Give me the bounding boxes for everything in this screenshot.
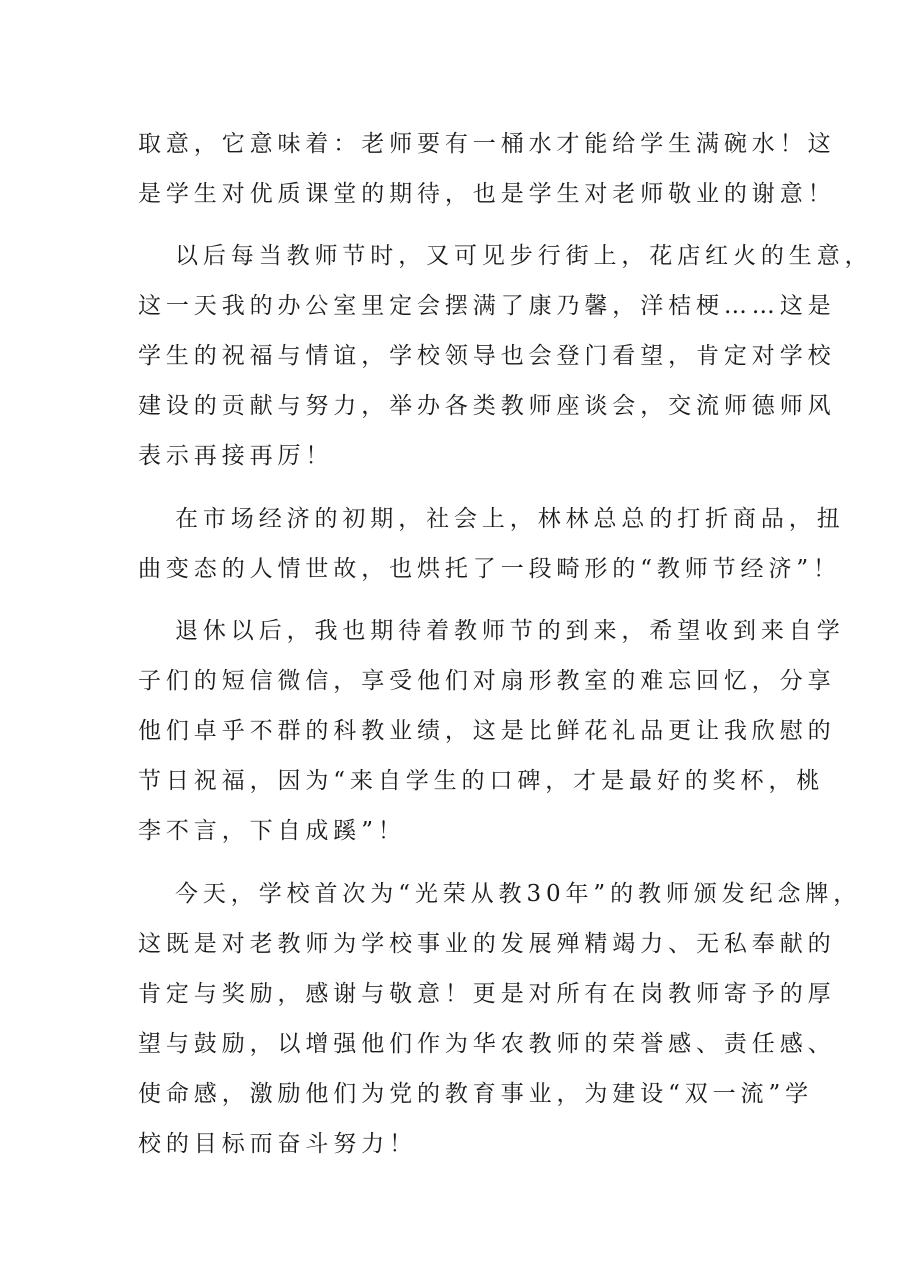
paragraph-4-line-3: 他们卓乎不群的科教业绩，这是比鲜花礼品更让我欣慰的 <box>138 718 836 744</box>
paragraph-2-line-1: 以后每当教师节时，又可见步行街上，花店红火的生意， <box>175 243 873 269</box>
paragraph-5-line-1: 今天，学校首次为“光荣从教30年”的教师颁发纪念牌， <box>175 881 862 907</box>
paragraph-2-line-3: 学生的祝福与情谊，学校领导也会登门看望，肯定对学校 <box>138 343 836 369</box>
paragraph-5-line-3: 肯定与奖励，感谢与敬意！更是对所有在岗教师寄予的厚 <box>138 981 836 1007</box>
paragraph-3-line-1: 在市场经济的初期，社会上，林林总总的打折商品，扭 <box>175 506 845 532</box>
paragraph-1-line-1: 取意，它意味着：老师要有一桶水才能给学生满碗水！这 <box>138 131 836 157</box>
paragraph-5-line-6: 校的目标而奋斗努力！ <box>138 1131 417 1157</box>
paragraph-1-line-2: 是学生对优质课堂的期待，也是学生对老师敬业的谢意！ <box>138 181 836 207</box>
paragraph-4-line-4: 节日祝福，因为“来自学生的口碑，才是最好的奖杯，桃 <box>138 768 825 794</box>
paragraph-3-line-2: 曲变态的人情世故，也烘托了一段畸形的“教师节经济”！ <box>138 556 841 582</box>
paragraph-2-line-2: 这一天我的办公室里定会摆满了康乃馨，洋桔梗……这是 <box>138 293 836 319</box>
paragraph-4-line-1: 退休以后，我也期待着教师节的到来，希望收到来自学 <box>175 618 845 644</box>
paragraph-5-line-5: 使命感，激励他们为党的教育事业，为建设“双一流”学 <box>138 1081 814 1107</box>
paragraph-5-line-4: 望与鼓励，以增强他们作为华农教师的荣誉感、责任感、 <box>138 1031 836 1057</box>
paragraph-5-line-2: 这既是对老教师为学校事业的发展殚精竭力、无私奉献的 <box>138 931 836 957</box>
paragraph-2-line-4: 建设的贡献与努力，举办各类教师座谈会，交流师德师风 <box>138 393 836 419</box>
paragraph-2-line-5: 表示再接再厉！ <box>138 443 334 469</box>
paragraph-4-line-2: 子们的短信微信，享受他们对扇形教室的难忘回忆，分享 <box>138 668 836 694</box>
paragraph-4-line-5: 李不言，下自成蹊”！ <box>138 818 406 844</box>
